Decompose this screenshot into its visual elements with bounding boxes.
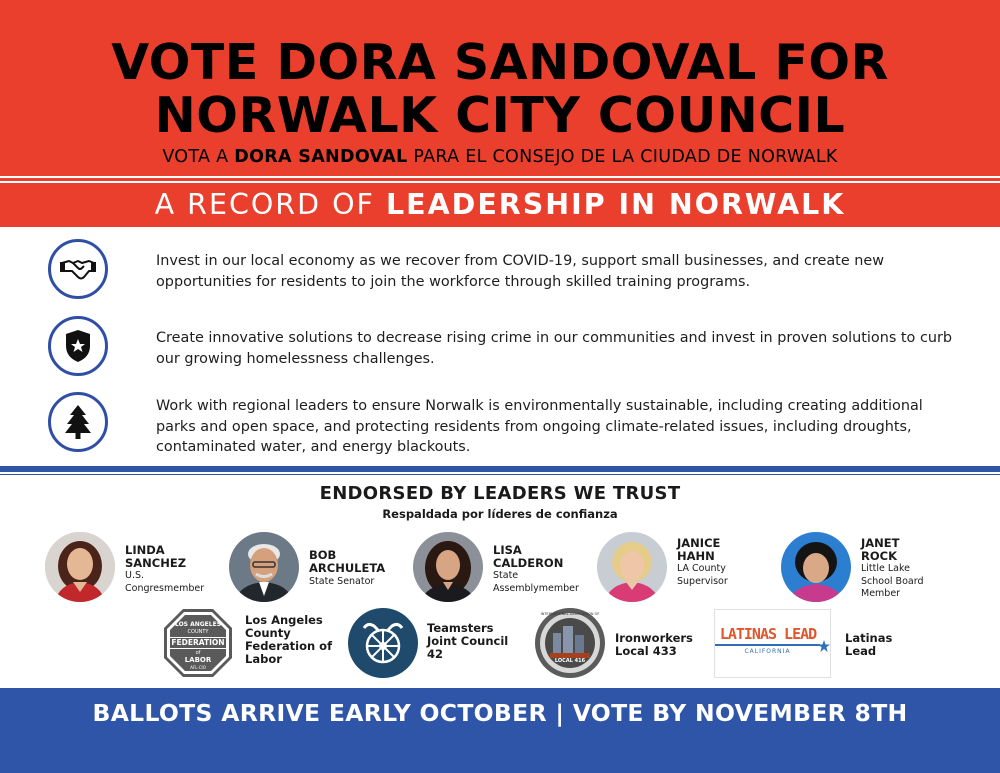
endorser-role-line: Member <box>861 588 901 599</box>
fed-logo-county: COUNTY <box>187 629 209 635</box>
issue-environment-text: Work with regional leaders to ensure Norwalk is environmentally sustainable, including creating additional parks and open space, and protecting residents from ongoing climate-related issues, including droughts, contaminated water, and energy blackouts. <box>156 398 923 455</box>
endorser-role-line: School Board <box>861 575 924 587</box>
ironworkers-logo <box>535 608 605 678</box>
record-heading <box>0 188 1000 222</box>
footer-text: BALLOTS ARRIVE EARLY OCTOBER | VOTE BY NOVEMBER 8TH <box>92 699 908 727</box>
teamsters-logo <box>348 608 418 678</box>
org-name-line: 42 <box>427 647 444 661</box>
subtitle-post: PARA EL CONSEJO DE LA CIUDAD DE NORWALK <box>407 147 838 167</box>
org-name <box>427 622 508 661</box>
subtitle-candidate-name: DORA SANDOVAL <box>234 147 408 167</box>
tree-icon <box>48 392 108 452</box>
endorser-role-line: Assemblymember <box>493 582 579 594</box>
org-name <box>615 632 693 658</box>
page-title <box>0 34 1000 144</box>
endorser-name <box>309 549 385 575</box>
fed-logo-mid: FEDERATION <box>171 638 225 647</box>
org-name-line: Teamsters <box>427 621 494 635</box>
endorser-role-line: LA County <box>677 563 726 574</box>
avatar-janice-hahn <box>597 532 667 602</box>
issue-economy-text: Invest in our local economy as we recover from COVID-19, support small businesses, and create new opportunities for residents to join the workforce through skilled training programs. <box>156 253 884 290</box>
org-name-line: Ironworkers <box>615 631 693 645</box>
endorser-role-line: U.S. <box>125 570 145 581</box>
endorser-name-line: HAHN <box>677 549 715 563</box>
endorser-name-line: ROCK <box>861 549 897 563</box>
org-name <box>245 614 332 666</box>
latinas-logo-word: LATINAS LEAD <box>719 625 817 643</box>
org-name-line: Federation of <box>245 639 333 653</box>
police-badge-icon <box>48 316 108 376</box>
endorser-name-line: LINDA <box>125 543 165 557</box>
endorsements-subtitle: Respaldada por líderes de confianza <box>382 507 618 521</box>
org-name-line: Lead <box>845 644 877 658</box>
endorser-name <box>125 544 186 570</box>
avatar-lisa-calderon <box>413 532 483 602</box>
fed-logo-of: of <box>195 650 201 656</box>
endorser-name-line: LISA <box>493 543 522 557</box>
issue-safety-text: Create innovative solutions to decrease rising crime in our communities and invest in proven solutions to curb our growing homelessness challenges. <box>156 330 953 367</box>
endorser-name-line: JANICE <box>677 536 721 550</box>
endorsements-title: ENDORSED BY LEADERS WE TRUST <box>319 483 681 504</box>
org-name-line: Latinas <box>845 631 893 645</box>
org-name-line: Labor <box>245 652 282 666</box>
latinas-lead-logo <box>714 609 831 678</box>
endorser-role-line: State Senator <box>309 576 375 587</box>
org-name-line: County <box>245 626 291 640</box>
title-line-2: NORWALK CITY COUNCIL <box>154 87 846 144</box>
endorser-name-line: CALDERON <box>493 556 564 570</box>
endorser-role-line: Congresmember <box>125 582 205 594</box>
endorser-role-line: Supervisor <box>677 575 728 587</box>
endorser-name-line: BOB <box>309 548 337 562</box>
endorser-role <box>125 570 204 595</box>
endorser-role <box>861 563 923 601</box>
latinas-logo-rule <box>715 644 820 646</box>
handshake-icon <box>48 239 108 299</box>
record-bold: LEADERSHIP IN NORWALK <box>385 188 846 221</box>
org-name-line: Local 433 <box>615 644 677 658</box>
endorser-name-line: ARCHULETA <box>309 561 386 575</box>
endorser-name-line: JANET <box>861 536 900 550</box>
endorser-role-line: State <box>493 570 519 581</box>
fed-logo-bottom: LABOR <box>184 656 212 664</box>
org-name-line: Joint Council <box>427 634 509 648</box>
endorser-name-line: SANCHEZ <box>125 556 187 570</box>
iron-logo-ring: INTERNATIONAL ASSOCIATION OF <box>540 612 600 616</box>
header-stripe-1 <box>0 176 1000 178</box>
org-name-line: Los Angeles <box>245 613 323 627</box>
section-divider-thin <box>0 474 1000 475</box>
avatar-linda-sanchez <box>45 532 115 602</box>
org-name <box>845 632 892 658</box>
subtitle-pre: VOTA A <box>162 147 235 167</box>
endorser-role-line: Little Lake <box>861 563 911 574</box>
avatar-bob-archuleta <box>229 532 299 602</box>
endorser-role <box>493 570 579 595</box>
spanish-subtitle <box>0 147 1000 167</box>
header-stripe-2 <box>0 181 1000 183</box>
endorser-role <box>677 563 728 588</box>
title-line-1: VOTE DORA SANDOVAL FOR <box>111 34 889 91</box>
endorser-name <box>677 537 720 563</box>
fed-logo-tag: AFL-CIO <box>190 665 206 670</box>
iron-logo-local: LOCAL 416 <box>554 658 586 664</box>
record-pre: A RECORD OF <box>154 188 386 221</box>
endorser-name <box>493 544 563 570</box>
fed-logo-top: LOS ANGELES <box>174 621 222 628</box>
latinas-logo-sub: CALIFORNIA <box>744 648 791 655</box>
avatar-janet-rock <box>781 532 851 602</box>
star-icon <box>818 640 830 652</box>
endorser-name <box>861 537 900 563</box>
section-divider <box>0 466 1000 472</box>
la-federation-labor-logo <box>163 608 233 678</box>
endorser-role <box>309 576 374 589</box>
